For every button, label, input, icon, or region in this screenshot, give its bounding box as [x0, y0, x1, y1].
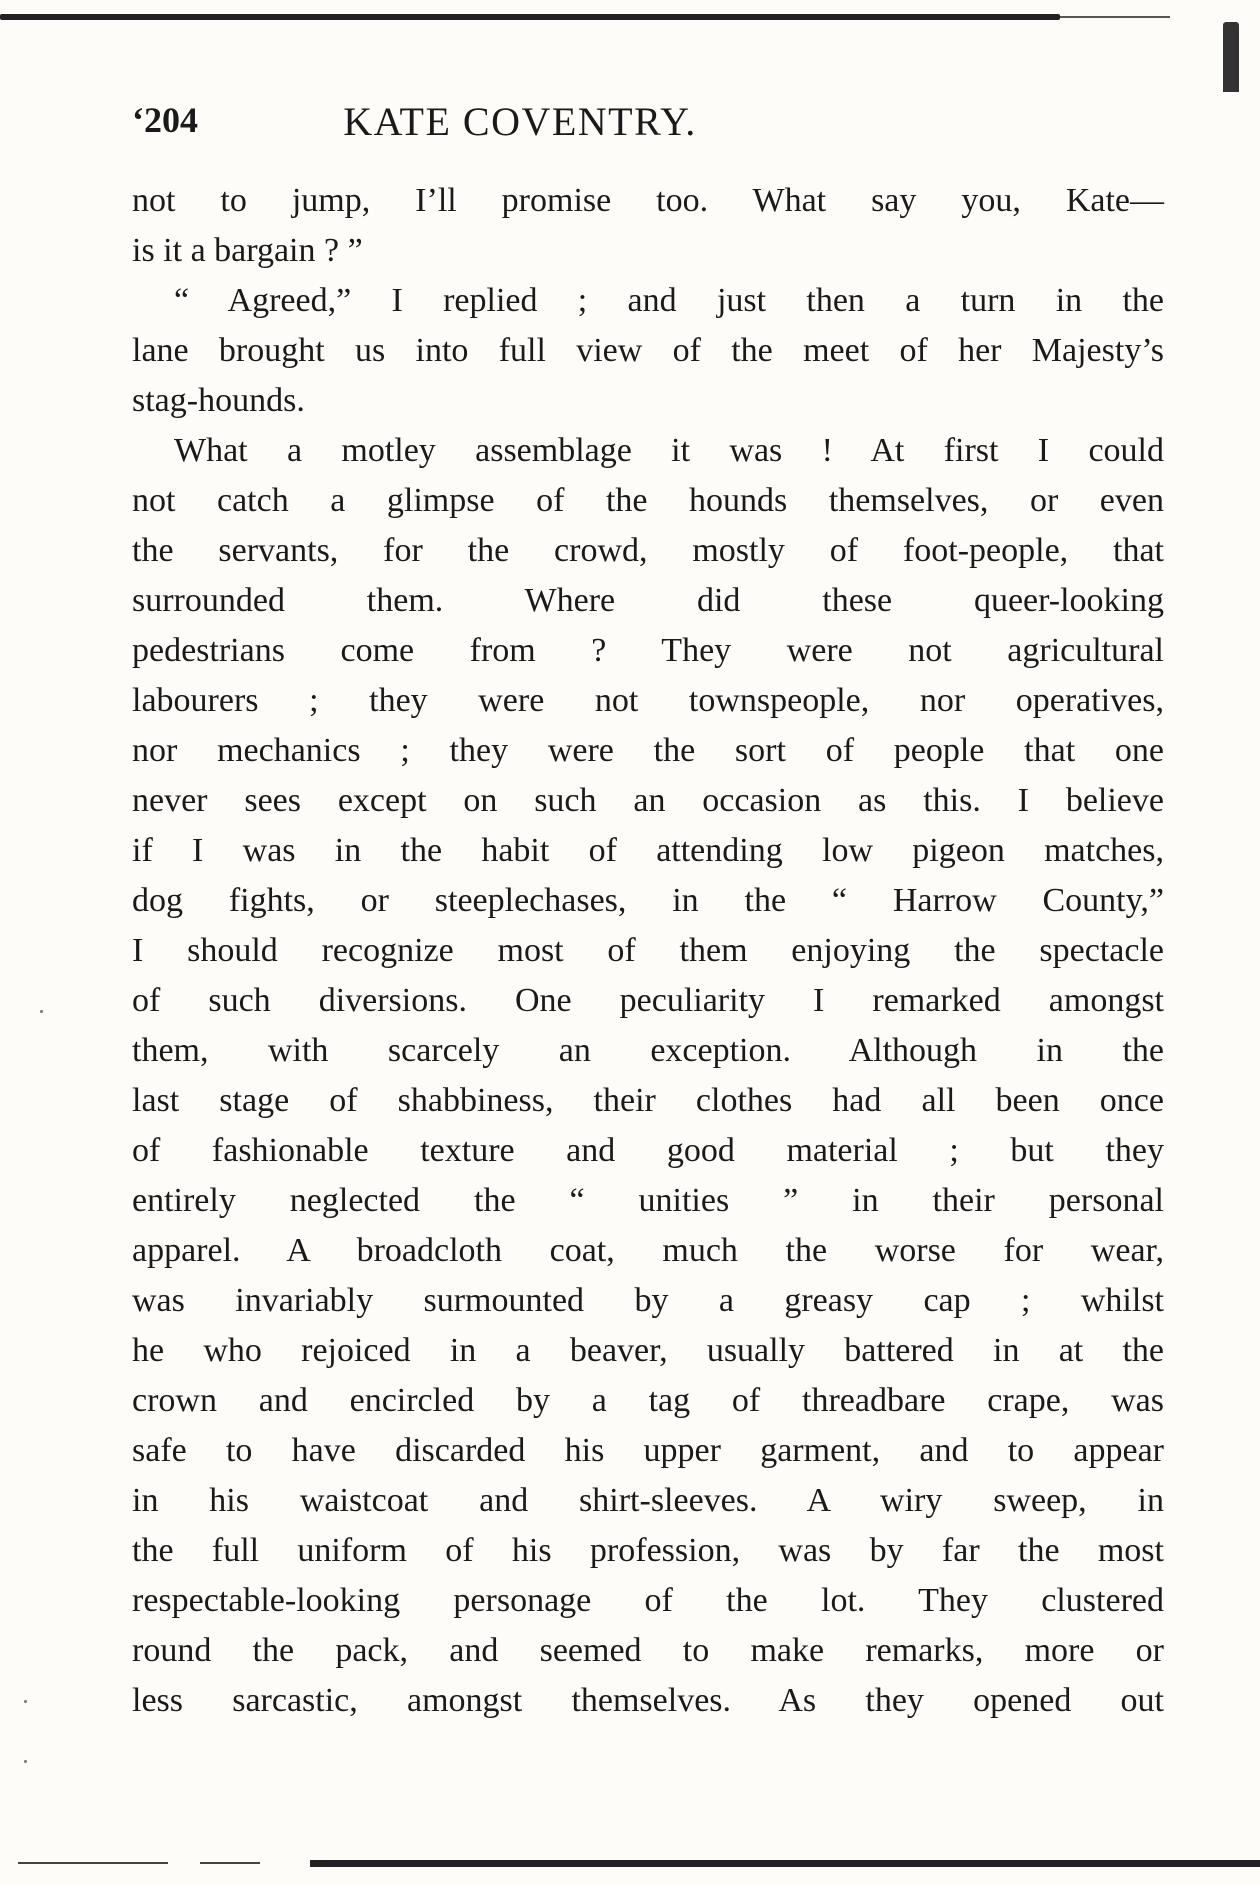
text-line: round the pack, and seemed to make remarks, more or: [132, 1632, 1164, 1669]
page-corner-mark: [1223, 22, 1239, 92]
text-line: lane brought us into full view of the meet of her Majesty’s: [132, 332, 1164, 369]
text-line: What a motley assemblage it was ! At first I could: [174, 432, 1164, 469]
text-line: dog fights, or steeplechases, in the “ Harrow County,”: [132, 882, 1164, 919]
text-line: not to jump, I’ll promise too. What say you, Kate—: [132, 182, 1164, 219]
text-line: nor mechanics ; they were the sort of people that one: [132, 732, 1164, 769]
top-rule: [0, 14, 1060, 20]
body-text: [132, 176, 1164, 1726]
text-line: of fashionable texture and good material ; but they: [132, 1132, 1164, 1169]
text-line: he who rejoiced in a beaver, usually battered in at the: [132, 1332, 1164, 1369]
text-line: never sees except on such an occasion as this. I believe: [132, 782, 1164, 819]
bottom-rule-fragment: [200, 1862, 260, 1864]
text-line: the servants, for the crowd, mostly of foot-people, that: [132, 532, 1164, 569]
text-line: “ Agreed,” I replied ; and just then a turn in the: [174, 282, 1164, 319]
text-line: apparel. A broadcloth coat, much the worse for wear,: [132, 1232, 1164, 1269]
margin-speck: [40, 1010, 43, 1013]
text-line: them, with scarcely an exception. Although in the: [132, 1032, 1164, 1069]
text-line: is it a bargain ? ”: [132, 232, 363, 269]
text-line: less sarcastic, amongst themselves. As they opened out: [132, 1682, 1164, 1719]
text-line: entirely neglected the “ unities ” in their personal: [132, 1182, 1164, 1219]
margin-speck: [24, 1700, 27, 1703]
bottom-rule-fragment: [18, 1862, 168, 1864]
text-line: respectable-looking personage of the lot. They clustered: [132, 1582, 1164, 1619]
text-line: not catch a glimpse of the hounds themselves, or even: [132, 482, 1164, 519]
text-line: of such diversions. One peculiarity I remarked amongst: [132, 982, 1164, 1019]
text-line: surrounded them. Where did these queer-looking: [132, 582, 1164, 619]
margin-speck: [24, 1760, 27, 1763]
text-line: I should recognize most of them enjoying the spectacle: [132, 932, 1164, 969]
text-line: safe to have discarded his upper garment, and to appear: [132, 1432, 1164, 1469]
page-number: ‘204: [132, 100, 198, 140]
text-line: was invariably surmounted by a greasy cap ; whilst: [132, 1282, 1164, 1319]
text-line: crown and encircled by a tag of threadbare crape, was: [132, 1382, 1164, 1419]
running-head-title: KATE COVENTRY.: [343, 99, 697, 144]
text-line: last stage of shabbiness, their clothes had all been once: [132, 1082, 1164, 1119]
text-line: in his waistcoat and shirt-sleeves. A wiry sweep, in: [132, 1482, 1164, 1519]
text-line: the full uniform of his profession, was by far the most: [132, 1532, 1164, 1569]
text-line: pedestrians come from ? They were not agricultural: [132, 632, 1164, 669]
top-rule-thin: [1060, 16, 1170, 18]
text-line: stag-hounds.: [132, 382, 305, 419]
text-line: if I was in the habit of attending low pigeon matches,: [132, 832, 1164, 869]
bottom-rule: [310, 1860, 1260, 1867]
text-line: labourers ; they were not townspeople, nor operatives,: [132, 682, 1164, 719]
